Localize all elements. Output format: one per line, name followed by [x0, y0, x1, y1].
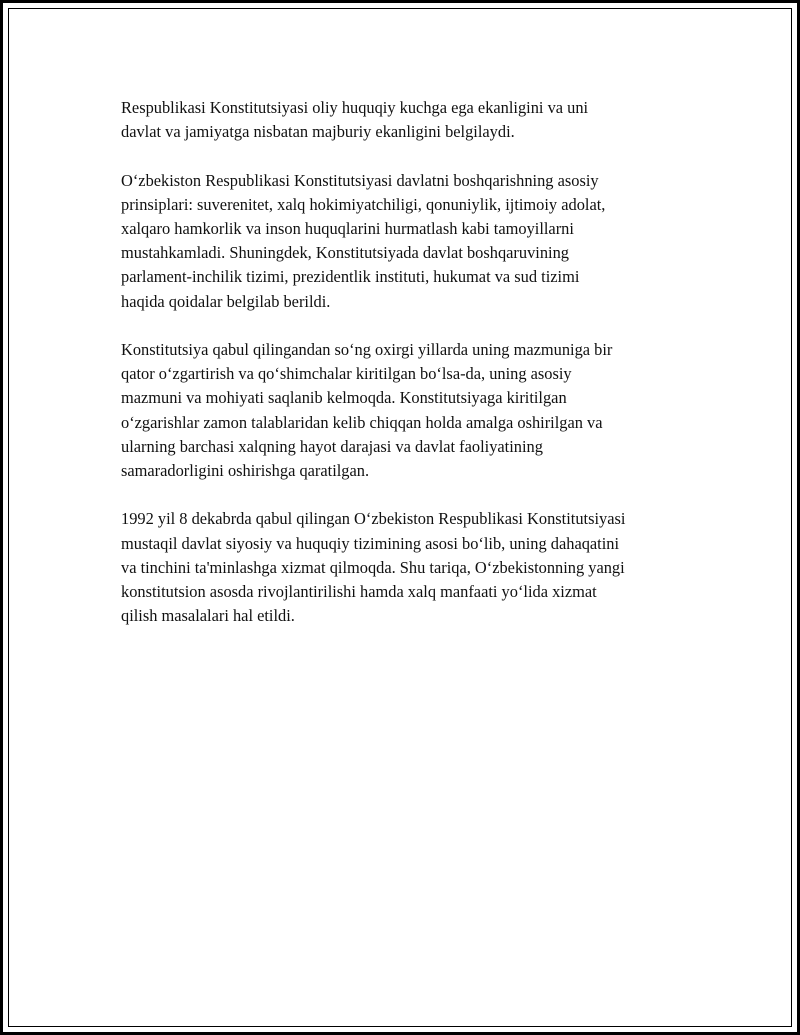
text-line: o‘zgarishlar zamon talablaridan kelib chiqqan holda amalga oshirilgan va [121, 412, 603, 432]
text-line: qilish masalalari hal etildi. [121, 606, 295, 626]
text-line: prinsiplari: suverenitet, xalq hokimiyatchiligi, qonuniylik, ijtimoiy adolat, [121, 194, 606, 214]
text-line: davlat va jamiyatga nisbatan majburiy ekanligini belgilaydi. [121, 122, 515, 142]
text-line: samaradorligini oshirishga qaratilgan. [121, 461, 370, 481]
document-body [121, 96, 696, 653]
paragraph-3 [121, 338, 696, 483]
text-line: qator o‘zgartirish va qo‘shimchalar kiritilgan bo‘lsa-da, uning asosiy [121, 364, 572, 384]
text-line: mustaqil davlat siyosiy va huquqiy tizimining asosi bo‘lib, uning dahaqatini [121, 533, 620, 553]
paragraph-2 [121, 169, 696, 314]
paragraph-1 [121, 96, 696, 144]
text-line: 1992 yil 8 dekabrda qabul qilingan O‘zbekiston Respublikasi Konstitutsiyasi [121, 509, 626, 529]
text-line: mustahkamladi. Shuningdek, Konstitutsiyada davlat boshqaruvining [121, 243, 569, 263]
text-line: mazmuni va mohiyati saqlanib kelmoqda. Konstitutsiyaga kiritilgan [121, 388, 567, 408]
text-line: xalqaro hamkorlik va inson huquqlarini hurmatlash kabi tamoyillarni [121, 219, 574, 238]
text-line: ularning barchasi xalqning hayot darajasi va davlat faoliyatining [121, 436, 543, 456]
text-line: va tinchini ta'minlashga xizmat qilmoqda. Shu tariqa, O‘zbekistonning yangi [121, 557, 625, 577]
text-line: parlament-inchilik tizimi, prezidentlik instituti, hukumat va sud tizimi [121, 267, 580, 287]
text-line: haqida qoidalar belgilab berildi. [121, 291, 331, 311]
text-line: O‘zbekiston Respublikasi Konstitutsiyasi davlatni boshqarishning asosiy [121, 170, 599, 190]
text-line: Konstitutsiya qabul qilingandan so‘ng oxirgi yillarda uning mazmuniga bir [121, 340, 613, 359]
text-line: konstitutsion asosda rivojlantirilishi hamda xalq manfaati yo‘lida xizmat [121, 582, 597, 602]
text-line: Respublikasi Konstitutsiyasi oliy huquqiy kuchga ega ekanligini va uni [121, 98, 589, 117]
paragraph-4 [121, 507, 696, 628]
